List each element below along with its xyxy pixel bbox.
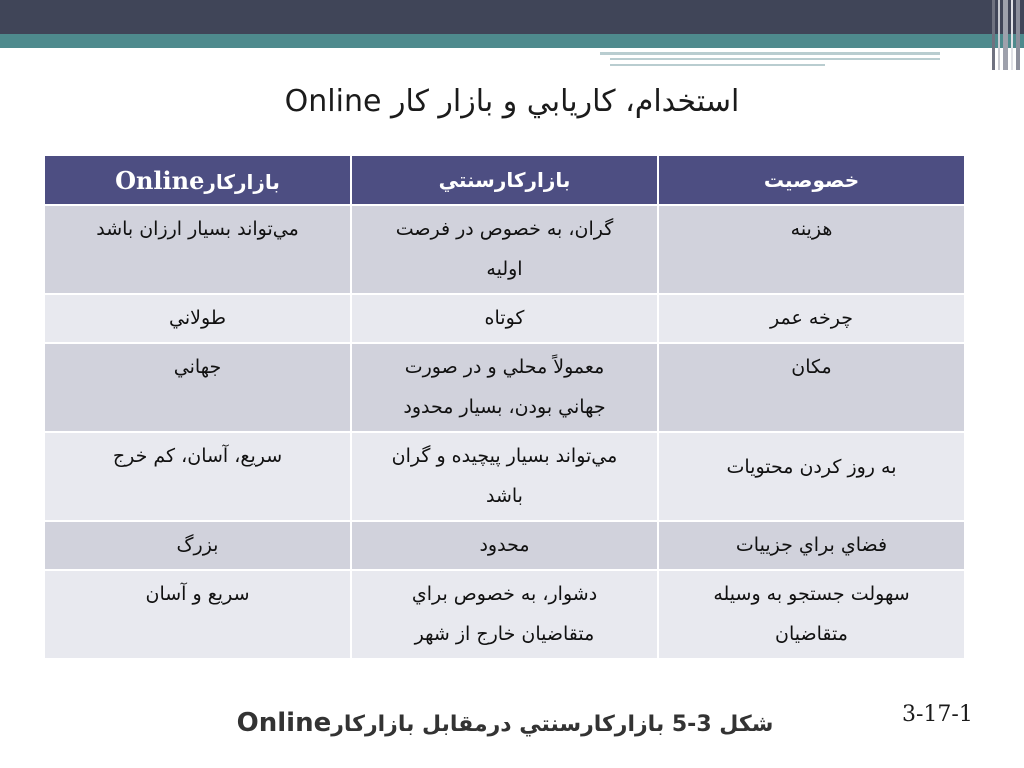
cell-traditional [351, 343, 658, 432]
cell-online: مي‌تواند بسيار ارزان باشد [44, 205, 351, 294]
cell-feature: به روز کردن محتويات [658, 432, 965, 521]
cell-feature [658, 570, 965, 659]
table-row [44, 521, 965, 570]
slide-number: 3-17-1 [902, 702, 973, 727]
cell-line: سهولت جستجو به وسيله [713, 583, 910, 605]
cell-line: محدود [479, 534, 530, 556]
caption-text-fa: شکل 3-5 بازارکارسنتي درمقابل بازارکار [331, 712, 774, 737]
cell-traditional [351, 570, 658, 659]
header-feature: خصوصيت [658, 155, 965, 205]
header-accent-line [610, 58, 940, 60]
cell-line: مي‌تواند بسيار پيچيده و گران [391, 445, 618, 467]
cell-line: کوتاه [484, 307, 525, 329]
header-band-dark [0, 0, 1024, 34]
cell-line: جهاني بودن، بسيار محدود [403, 396, 606, 418]
header-online-market [44, 155, 351, 205]
header-band-teal [0, 34, 1024, 48]
cell-traditional [351, 205, 658, 294]
caption-text-en: Online [236, 708, 332, 738]
cell-online: بزرگ [44, 521, 351, 570]
cell-line: متقاضيان خارج از شهر [414, 623, 595, 645]
figure-caption [0, 708, 1010, 738]
table-row [44, 343, 965, 432]
header-stripes [992, 0, 1024, 70]
table-header-row [44, 155, 965, 205]
header-online-market-en: Online [115, 165, 205, 195]
table-row [44, 205, 965, 294]
cell-online: سريع، آسان، کم خرج [44, 432, 351, 521]
cell-line: باشد [486, 485, 523, 507]
cell-line: متقاضيان [775, 623, 848, 645]
table-row [44, 294, 965, 343]
cell-line: معمولاً محلي و در صورت [404, 356, 605, 378]
comparison-table [43, 154, 966, 660]
header-online-market-fa: بازارکار [204, 169, 280, 194]
table-row [44, 570, 965, 659]
cell-online: طولاني [44, 294, 351, 343]
cell-traditional [351, 432, 658, 521]
slide-title: استخدام، كاريابي و بازار كار Online [284, 84, 740, 119]
cell-online: سريع و آسان [44, 570, 351, 659]
header-accent-line [610, 64, 825, 66]
cell-traditional [351, 521, 658, 570]
header-traditional-market: بازارکارسنتي [351, 155, 658, 205]
cell-online: جهاني [44, 343, 351, 432]
table-row [44, 432, 965, 521]
cell-feature: فضاي براي جزييات [658, 521, 965, 570]
cell-feature: چرخه عمر [658, 294, 965, 343]
header-accent-line [600, 52, 940, 55]
cell-line: دشوار، به خصوص براي [411, 583, 598, 605]
cell-traditional [351, 294, 658, 343]
cell-feature: هزينه [658, 205, 965, 294]
cell-line: گران، به خصوص در فرصت [395, 218, 614, 240]
cell-line: اوليه [486, 258, 523, 280]
cell-feature: مکان [658, 343, 965, 432]
